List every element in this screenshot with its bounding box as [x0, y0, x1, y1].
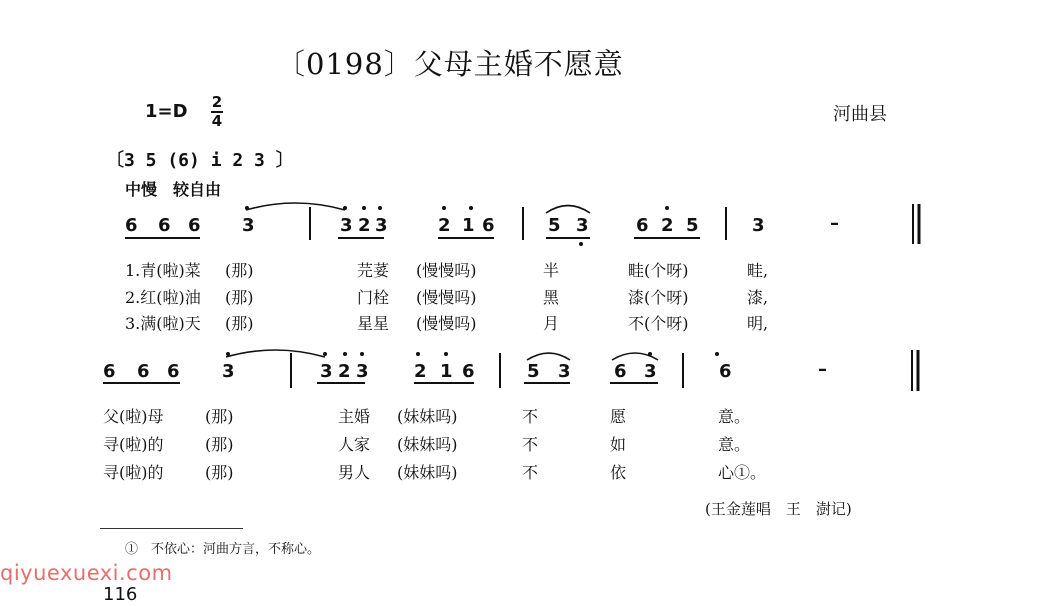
note: 6 — [636, 215, 649, 236]
note: 3 — [644, 361, 657, 382]
lyric: (那) — [205, 407, 234, 426]
note: 3 — [752, 215, 765, 236]
credit-line: (王金莲唱 王 澍记) — [705, 500, 852, 518]
note: 6 — [158, 215, 171, 236]
lyric: 月 — [543, 314, 560, 333]
lyric: (那) — [225, 261, 254, 280]
lyric: (妹妹吗) — [397, 407, 458, 426]
note: 2 — [338, 361, 351, 382]
note: 5 — [686, 215, 699, 236]
lyric: (那) — [205, 435, 234, 454]
lyric: (那) — [225, 288, 254, 307]
lyric: 人家 — [338, 435, 371, 454]
note: 3 — [320, 361, 333, 382]
tempo-marking: 中慢 较自由 — [125, 180, 222, 199]
region-label: 河曲县 — [833, 104, 887, 125]
lyric: 不 — [522, 463, 539, 482]
note: 6 — [188, 215, 201, 236]
lyric: 愿 — [610, 407, 627, 426]
note: 5 — [548, 215, 561, 236]
footnote: ① 不依心：河曲方言，不称心。 — [125, 542, 321, 557]
note: 6 — [462, 361, 475, 382]
note: 6 — [103, 361, 116, 382]
note: 3 — [558, 361, 571, 382]
lyric: 如 — [610, 435, 627, 454]
lyric: 门栓 — [357, 288, 390, 307]
watermark: qiyuexuexi.com — [0, 561, 173, 585]
lyric: 男人 — [338, 463, 371, 482]
note: 3 — [356, 361, 369, 382]
note: 2 — [414, 361, 427, 382]
note: 6 — [137, 361, 150, 382]
lyric: 明, — [747, 314, 769, 333]
time-signature-top: 2 — [211, 93, 223, 111]
note: 3 — [340, 215, 353, 236]
footnote-divider — [100, 528, 243, 529]
lyric: (妹妹吗) — [397, 435, 458, 454]
lyric: 不 — [522, 407, 539, 426]
lyric: (那) — [205, 463, 234, 482]
lyric: 寻(啦)的 — [103, 463, 164, 482]
lyric: 寻(啦)的 — [103, 435, 164, 454]
lyric: 3.满(啦)天 — [125, 314, 201, 333]
intro-notation: 〔3 5 (6) i 2 3 〕 — [106, 150, 294, 171]
lyric: 畦, — [747, 261, 769, 280]
lyric: 依 — [610, 463, 627, 482]
time-signature-bottom: 4 — [211, 112, 223, 130]
lyric: 畦(个呀) — [628, 261, 689, 280]
lyric: (那) — [225, 314, 254, 333]
song-title: 〔0198〕父母主婚不愿意 — [276, 47, 624, 81]
lyric: 黑 — [543, 288, 560, 307]
note: 6 — [719, 361, 732, 382]
lyric: (慢慢吗) — [416, 261, 477, 280]
page-number: 116 — [103, 584, 138, 605]
lyric: 2.红(啦)油 — [125, 288, 201, 307]
lyric: 漆, — [747, 288, 769, 307]
lyric: 不 — [522, 435, 539, 454]
note: 3 — [375, 215, 388, 236]
lyric: 意。 — [718, 407, 751, 426]
lyric: (妹妹吗) — [397, 463, 458, 482]
note: 6 — [167, 361, 180, 382]
note: 2 — [438, 215, 451, 236]
note: 6 — [125, 215, 138, 236]
lyric: 星星 — [357, 314, 390, 333]
note: 6 — [614, 361, 627, 382]
lyric: (慢慢吗) — [416, 288, 477, 307]
note: 3 — [242, 215, 255, 236]
lyric: 漆(个呀) — [628, 288, 689, 307]
lyric: 意。 — [718, 435, 751, 454]
note: 2 — [661, 215, 674, 236]
note: 3 — [222, 361, 235, 382]
lyric: 心①。 — [718, 463, 767, 482]
note: – — [818, 359, 827, 380]
note: – — [830, 213, 839, 234]
note: 6 — [482, 215, 495, 236]
lyric: 父(啦)母 — [103, 407, 164, 426]
note: 1 — [462, 215, 475, 236]
lyric: (慢慢吗) — [416, 314, 477, 333]
lyric: 芫荽 — [357, 261, 390, 280]
note: 3 — [576, 215, 589, 236]
key-signature: 1=D — [145, 101, 188, 122]
note: 5 — [527, 361, 540, 382]
note: 2 — [358, 215, 371, 236]
lyric: 1.青(啦)菜 — [125, 261, 201, 280]
lyric: 主婚 — [338, 407, 371, 426]
lyric: 不(个呀) — [628, 314, 689, 333]
lyric: 半 — [543, 261, 560, 280]
note: 1 — [440, 361, 453, 382]
